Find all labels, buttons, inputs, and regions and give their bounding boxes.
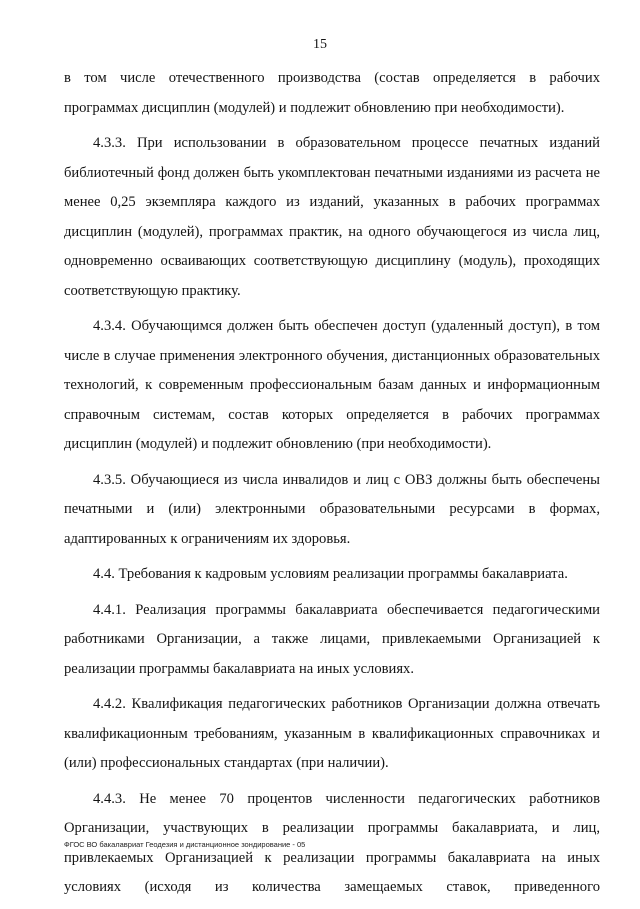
paragraph-4-3-5: 4.3.5. Обучающиеся из числа инвалидов и лиц с ОВЗ должны быть обеспечены печатными и (или) электронными образовательными ресурсами в формах, адаптированных к ограничениям их здоровья. — [64, 471, 600, 547]
paragraph-4-4-3: 4.4.3. Не менее 70 процентов численности педагогических работников Организации, участвующих в реализации программы бакалавриата, и лиц, привлекаемых Организацией к реализации программы бакалавриата на иных условиях (исходя из количества замещаемых ставок, приведенного — [64, 790, 600, 895]
paragraph-4-4-1: 4.4.1. Реализация программы бакалавриата обеспечивается педагогическими работниками Организации, а также лицами, привлекаемыми Организацией к реализации программы бакалавриата на иных условиях. — [64, 601, 600, 677]
paragraph-4-3-4: 4.3.4. Обучающимся должен быть обеспечен доступ (удаленный доступ), в том числе в случае применения электронного обучения, дистанционных образовательных технологий, к современным профессиональным базам данных и информационным справочным системам, состав которых определяется в рабочих программах дисциплин (модулей) и подлежит обновлению (при необходимости). — [64, 318, 600, 452]
document-body — [64, 64, 600, 909]
paragraph-4-4-2: 4.4.2. Квалификация педагогических работников Организации должна отвечать квалификационным требованиям, указанным в квалификационных справочниках и (или) профессиональных стандартах (при наличии). — [64, 696, 600, 771]
paragraph-continuation: в том числе отечественного производства (состав определяется в рабочих программах дисциплин (модулей) и подлежит обновлению при необходимости). — [64, 70, 600, 116]
paragraph-4-3-3: 4.3.3. При использовании в образовательном процессе печатных изданий библиотечный фонд должен быть укомплектован печатными изданиями из расчета не менее 0,25 экземпляра каждого из изданий, указанных в рабочих программах дисциплин (модулей), программах практик, на одного обучающегося из числа лиц, одновременно осваивающих соответствующую дисциплину (модуль), проходящих соответствующую практику. — [64, 135, 600, 299]
page-number: 15 — [313, 37, 327, 52]
section-heading-4-4: 4.4. Требования к кадровым условиям реализации программы бакалавриата. — [93, 566, 568, 582]
document-footer: ФГОС ВО бакалавриат Геодезия и дистанционное зондирование - 05 — [64, 840, 306, 849]
